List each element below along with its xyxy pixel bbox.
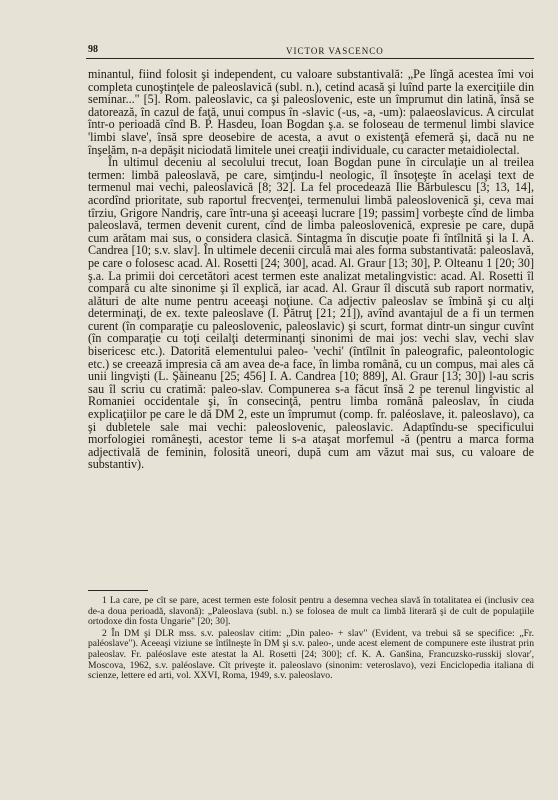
page-number: 98 — [88, 44, 98, 55]
main-text — [88, 68, 534, 471]
footnote-rule — [88, 590, 148, 591]
footnote-2: 2 În DM şi DLR mss. s.v. paleoslav citim: „Din paleo- + slav" (Evident, va trebui să se specifice: „Fr. paléoslave"). Aceeaşi viziune se întîlneşte în DM şi s.v. paleo-, unde acest element de compunere este ilustrat prin paleoslav. Fr. paléoslave este atestat la Al. Rosetti [24; 300]; cf. K. A. Ganšina, Francuzsko-russkij slovar', Moscova, 1962, s.v. paléoslave. Cît priveşte it. paleoslavo (sinonim: veteroslavo), vezi Enciclopedia italiana di scienze, lettere ed arti, vol. XXVI, Roma, 1949, s.v. paleoslavo. — [88, 627, 534, 682]
paragraph-1: minantul, fiind folosit şi independent, cu valoare substantivală: „Pe lîngă acestea îmi voi completa cunoştinţele de paleoslavică (subl. n.), cetind acasă şi luînd parte la exerciţiile din seminar..." [5]. Rom. paleoslavic, ca şi paleoslovenic, este un împrumut din latină, însă se datorează, în cazul de faţă, unui compus în -slavic (-us, -a, -um): palaeoslavicus. A circulat într-o perioadă cînd B. P. Hasdeu, Ioan Bogdan ş.a. se foloseau de termenul limbi slavice 'limbi slave', însă spre deosebire de acesta, a avut o existenţă efemeră şi, dacă nu ne înşelăm, n-a depăşit niciodată limitele unei creaţii individuale, cu caracter metaidiolectal. — [88, 67, 534, 157]
header-rule — [86, 58, 534, 59]
paragraph-2: În ultimul deceniu al secolului trecut, Ioan Bogdan pune în circulaţie un al treilea termen: limbă paleoslavă, pe care, simţindu-l neologic, îl însoţeşte în acelaşi text de termenul mai vechi, paleoslavică [8; 32]. La fel procedează Ilie Bărbulescu [3; 13, 14], acordînd prioritate, sub raportul frecvenţei, termenului limbă paleoslovenică şi, ceva mai tîrziu, Grigore Nandriş, care într-una şi aceeaşi lucrare [19; passim] vorbeşte cînd de limba paleoslavă, termen devenit curent, cînd de limba paleoslovenică, expresie pe care, după cum arătam mai sus, o considera clasică. Sintagma în discuţie poate fi întîlnită şi la I. A. Candrea [10; s.v. slav]. În ultimele decenii circulă mai ales forma substantivată: paleoslavă, pe care o folosesc acad. Al. Rosetti [24; 300], acad. Al. Graur [13; 30], P. Olteanu 1 [20; 30] ş.a. La primii doi cercetători acest termen este analizat metalingvistic: acad. Al. Rosetti îl compară cu alte sinonime şi îl explică, iar acad. Al. Graur îl discută sub raport normativ, alături de alte nume pentru aceeaşi noţiune. Ca adjectiv paleoslav se îmbină şi cu alţi determinaţi, de ex. texte paleoslave (I. Pătruţ [21; 21]), avînd avantajul de a fi un termen curent (în comparaţie cu paleoslovenic, paleoslavic) şi scurt, format dintr-un singur cuvînt (în comparaţie cu toţi ceilalţi determinanţi sinonimi de mai jos: vechi slav, vechi slav bisericesc etc.). Datorită elementului paleo- 'vechi' (întîlnit în paleografic, paleontologic etc.) se creează impresia că am avea de-a face, în limba română, cu un compus, mai ales că unii lingvişti (L. Şăineanu [25; 456] I. A. Candrea [10; 889], Al. Graur [13; 30]) l-au scris sau îl scriu cu cratimă: paleo-slav. Compunerea s-a făcut însă 2 pe terenul lingvistic al Romaniei occidentale şi, în consecinţă, pentru limba română paleoslav, în ciuda explicaţiilor pe care le dă DM 2, este un împrumut (comp. fr. paléoslave, it. paleoslavo), ca şi dubletele sale mai vechi: paleoslovenic, paleoslavic. Adaptîndu-se specificului morfologiei româneşti, acestor teme li s-a ataşat morfemul -ă (pentru a marca forma adjectivală de feminin, folosită uneori, după cum am văzut mai sus, cu valoare de substantiv). — [88, 155, 534, 472]
page-header — [86, 44, 534, 58]
footnote-1: 1 La care, pe cît se pare, acest termen este folosit pentru a desemna vechea slavă în totalitatea ei (inclusiv cea de-a doua perioadă, slavonă): „Paleoslava (subl. n.) se folosea de mult ca limbă literară şi de cult de populaţiile ortodoxe din fosta Ungarie" [20; 30]. — [88, 595, 534, 628]
running-head: VICTOR VASCENCO — [286, 46, 384, 56]
footnotes — [88, 596, 534, 683]
